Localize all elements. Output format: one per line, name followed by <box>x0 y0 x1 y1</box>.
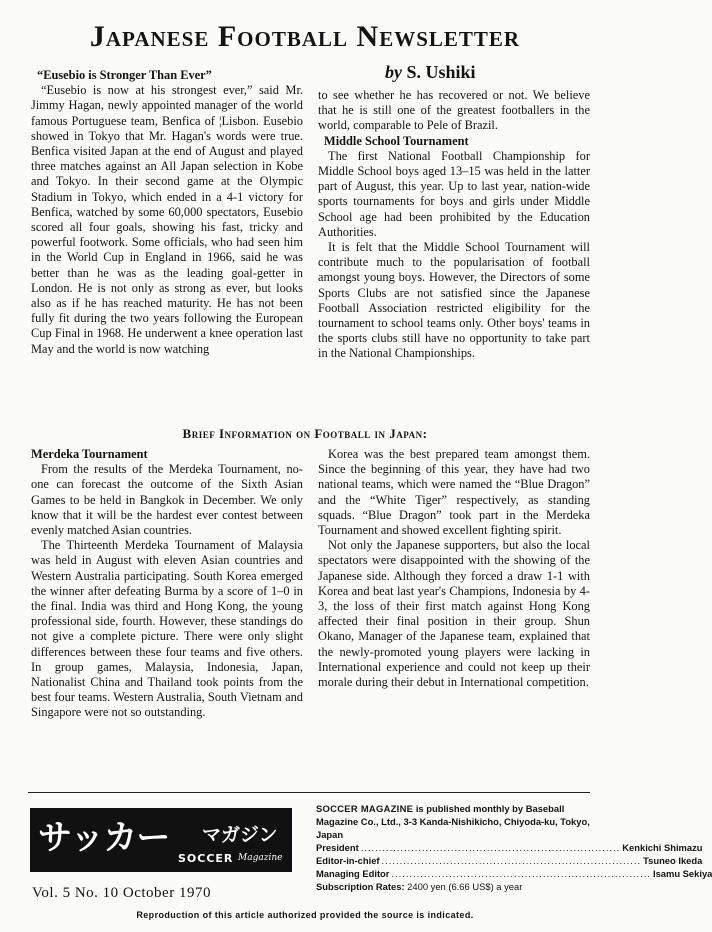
leader-dots: ........................................................................ <box>360 842 621 853</box>
publisher-statement <box>316 802 594 841</box>
rates-value: 2400 yen (6.66 US$) a year <box>407 881 523 892</box>
staff-role: Editor-in-chief <box>316 855 380 866</box>
divider <box>28 792 590 793</box>
column-merdeka <box>31 447 303 721</box>
article-paragraph: “Eusebio is now at his strongest ever,” said Mr. Jimmy Hagan, newly appointed manager of the world famous Portuguese team, Benfica of ¦Lisbon. Eusebio showed in Tokyo that Mr. Hagan's words were true. Benfica visited Japan at the end of August and played three matches against an All Japan selection in Kobe and Tokyo. In their second game at the Olympic Stadium in Tokyo, which ended in a 4-1 victory for Benfica, watched by some 60,000 spectators, Eusebio scored all four goals, showing his fast, tricky and powerful footwork. Some officials, who had seen him in the World Cup in England in 1966, said he was better than he was as the leading goal-getter in London. He is not only as strong as ever, but looks also as if he has reached maturity. He has not been fully fit during the two years following the European Cup Final in 1968. He underwent a knee operation last May and the world is now watching <box>31 83 303 356</box>
article-paragraph: Korea was the best prepared team amongst them. Since the beginning of this year, they have had two national teams, which were named the “Blue Dragon” and the “White Tiger” respectively, as standing squads. “Blue Dragon” took part in the Merdeka Tournament and showed excellent fighting spirit. <box>318 447 590 538</box>
byline <box>385 62 476 83</box>
magazine-name: SOCCER MAGAZINE <box>316 803 414 814</box>
article-paragraph: Not only the Japanese supporters, but also the local spectators were disappointed with the showing of the Japanese side. Although they forced a draw 1-1 with Korea and beat last year's Champions, Indonesia by 4-3, the loss of their first match against Hong Kong affected their final position in their group. Shun Okano, Manager of the Japanese team, explained that the newly-promoted young players were lacking in International experience and could not keep up their morale during their debut in International competition. <box>318 538 590 690</box>
article-heading: “Eusebio is Stronger Than Ever” <box>37 68 212 82</box>
logo-soccer: SOCCER <box>178 852 234 865</box>
staff-row <box>316 841 703 854</box>
article-paragraph: It is felt that the Middle School Tournament will contribute much to the popularisation of football amongst young boys. However, the Directors of some Sports Clubs are not satisfied since the Japanese Football Association restricted eligibility for the tournament to school teams only. Other boys' teams in the sports clubs still have no opportunity to take part in the National Championships. <box>318 240 590 361</box>
article-paragraph: From the results of the Merdeka Tournament, no-one can forecast the outcome of the Sixth Asian Games to be held in Bangkok in December. We only know that it will be the hardest ever contest between evenly matched Asian countries. <box>31 462 303 538</box>
article-paragraph: The Thirteenth Merdeka Tournament of Malaysia was held in August with eleven Asian countries and Western Australia participating. South Korea emerged the winner after defeating Burma by a score of 1–0 in the final. India was third and Hong Kong, the young professional side, fourth. However, these standings do not give a complete picture. There were only slight differences between these four teams and five others. In group games, Malaysia, Indonesia, Japan, Nationalist China and Thailand took points from the best four teams. Western Australia, South Vietnam and Singapore were not so outstanding. <box>31 538 303 720</box>
subscription-rates <box>316 880 594 893</box>
article-paragraph: The first National Football Championship for Middle School boys aged 13–15 was held in the latter part of August, this year. Up to last year, nation-wide sports tournaments for boys and girls under Middle School age had been prohibited by the Education Authorities. <box>318 148 590 239</box>
staff-name: Tsuneo Ikeda <box>643 855 703 866</box>
logo-magazine: Magazine <box>238 853 283 863</box>
staff-role: President <box>316 842 359 853</box>
masthead-title: Japanese Football Newsletter <box>89 20 521 53</box>
rates-label: Subscription Rates: <box>316 881 405 892</box>
byline-prefix: by <box>385 62 402 82</box>
logo-kana: サッカー <box>38 818 170 858</box>
reproduction-notice: Reproduction of this article authorized provided the source is indicated. <box>136 910 474 920</box>
section-heading: Brief Information on Football in Japan: <box>182 426 428 441</box>
staff-name: Kenkichi Shimazu <box>622 842 703 853</box>
staff-name: Isamu Sekiya <box>652 868 712 879</box>
leader-dots: ........................................................................ <box>381 855 642 866</box>
logo-kana-small: マガジン <box>202 824 278 846</box>
article-heading: Merdeka Tournament <box>31 447 148 461</box>
leader-dots: ........................................................................ <box>391 868 651 879</box>
article-heading: Middle School Tournament <box>324 133 469 148</box>
volume-issue: Vol. 5 No. 10 October 1970 <box>32 885 211 901</box>
staff-role: Managing Editor <box>316 868 390 879</box>
publisher-text: is published monthly by Baseball Magazine Co., Ltd., 3-3 Kanda-Nishikicho, Chiyoda-ku, Tokyo, Japan <box>316 803 590 840</box>
article-paragraph: to see whether he has recovered or not. We believe that he is still one of the greatest footballers in the world, comparable to Pele of Brazil. <box>318 88 590 133</box>
publisher-info <box>316 802 712 893</box>
column-eusebio <box>31 68 303 357</box>
staff-row <box>316 867 712 880</box>
column-korea <box>318 447 590 690</box>
soccer-magazine-logo <box>30 808 292 872</box>
author-name: S. Ushiki <box>406 62 476 82</box>
column-middle-school <box>318 88 590 362</box>
staff-row <box>316 854 703 867</box>
